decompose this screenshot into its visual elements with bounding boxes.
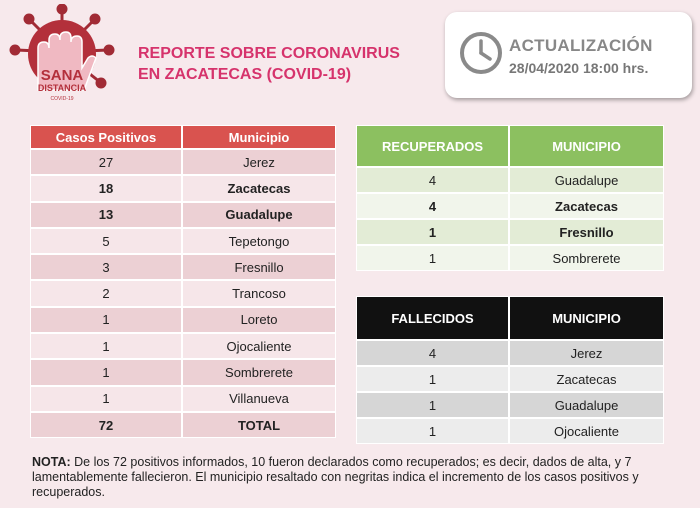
positivos-count-cell: 1 bbox=[30, 386, 182, 412]
recuperados-row bbox=[356, 193, 664, 219]
sana-distancia-logo bbox=[8, 4, 116, 108]
update-box bbox=[445, 12, 692, 98]
positivos-count-cell: 2 bbox=[30, 280, 182, 306]
positivos-municipio-cell: Villanueva bbox=[182, 386, 336, 412]
fallecidos-count-cell: 1 bbox=[356, 418, 509, 444]
positivos-row bbox=[30, 228, 336, 254]
fallecidos-header-row bbox=[356, 296, 664, 340]
footnote-text: De los 72 positivos informados, 10 fueron declarados como recuperados; es decir, dados de alta, y 7 lamentablemente fallecieron. El municipio resaltado con negritas indica el incremento de los casos positivos y recuperados. bbox=[32, 455, 639, 499]
recuperados-row bbox=[356, 219, 664, 245]
recuperados-count-cell: 1 bbox=[356, 219, 509, 245]
positivos-header-row bbox=[30, 125, 336, 149]
fallecidos-municipio-cell: Jerez bbox=[509, 340, 664, 366]
positivos-count-cell: 1 bbox=[30, 307, 182, 333]
logo-text-covid: COVID-19 bbox=[50, 96, 74, 102]
fallecidos-count-cell: 4 bbox=[356, 340, 509, 366]
positivos-table bbox=[30, 125, 336, 438]
positivos-municipio-cell: Jerez bbox=[182, 149, 336, 175]
positivos-row bbox=[30, 386, 336, 412]
positivos-municipio-cell: Fresnillo bbox=[182, 254, 336, 280]
report-title-line1: REPORTE SOBRE CORONAVIRUS bbox=[138, 45, 400, 62]
fallecidos-header-count: FALLECIDOS bbox=[356, 296, 509, 340]
positivos-count-cell: 13 bbox=[30, 202, 182, 228]
positivos-municipio-cell: TOTAL bbox=[182, 412, 336, 438]
positivos-municipio-cell: Trancoso bbox=[182, 280, 336, 306]
recuperados-header-row bbox=[356, 125, 664, 167]
clock-icon bbox=[457, 29, 505, 77]
update-datetime: 28/04/2020 18:00 hrs. bbox=[509, 60, 649, 76]
positivos-count-cell: 27 bbox=[30, 149, 182, 175]
positivos-municipio-cell: Zacatecas bbox=[182, 175, 336, 201]
recuperados-row bbox=[356, 245, 664, 271]
recuperados-municipio-cell: Fresnillo bbox=[509, 219, 664, 245]
recuperados-table bbox=[356, 125, 664, 271]
fallecidos-count-cell: 1 bbox=[356, 366, 509, 392]
recuperados-count-cell: 4 bbox=[356, 167, 509, 193]
positivos-row bbox=[30, 359, 336, 385]
recuperados-row bbox=[356, 167, 664, 193]
positivos-row bbox=[30, 202, 336, 228]
recuperados-header-municipio: MUNICIPIO bbox=[509, 125, 664, 167]
positivos-row bbox=[30, 412, 336, 438]
positivos-municipio-cell: Ojocaliente bbox=[182, 333, 336, 359]
positivos-header-municipio: Municipio bbox=[182, 125, 336, 149]
recuperados-count-cell: 4 bbox=[356, 193, 509, 219]
report-title bbox=[138, 43, 400, 85]
footnote-label: NOTA: bbox=[32, 455, 71, 469]
fallecidos-table bbox=[356, 296, 664, 444]
fallecidos-municipio-cell: Ojocaliente bbox=[509, 418, 664, 444]
update-label: ACTUALIZACIÓN bbox=[509, 36, 653, 55]
footnote bbox=[32, 455, 672, 500]
positivos-row bbox=[30, 333, 336, 359]
logo-text-sana: SANA bbox=[40, 67, 84, 84]
fallecidos-row bbox=[356, 392, 664, 418]
fallecidos-count-cell: 1 bbox=[356, 392, 509, 418]
logo-text-distancia: DISTANCIA bbox=[37, 83, 87, 93]
positivos-row bbox=[30, 175, 336, 201]
positivos-header-count: Casos Positivos bbox=[30, 125, 182, 149]
positivos-count-cell: 18 bbox=[30, 175, 182, 201]
recuperados-municipio-cell: Guadalupe bbox=[509, 167, 664, 193]
positivos-count-cell: 72 bbox=[30, 412, 182, 438]
positivos-count-cell: 5 bbox=[30, 228, 182, 254]
fallecidos-row bbox=[356, 340, 664, 366]
positivos-municipio-cell: Sombrerete bbox=[182, 359, 336, 385]
recuperados-count-cell: 1 bbox=[356, 245, 509, 271]
positivos-count-cell: 1 bbox=[30, 333, 182, 359]
fallecidos-municipio-cell: Zacatecas bbox=[509, 366, 664, 392]
positivos-municipio-cell: Guadalupe bbox=[182, 202, 336, 228]
positivos-row bbox=[30, 149, 336, 175]
positivos-municipio-cell: Loreto bbox=[182, 307, 336, 333]
fallecidos-row bbox=[356, 418, 664, 444]
fallecidos-municipio-cell: Guadalupe bbox=[509, 392, 664, 418]
positivos-row bbox=[30, 254, 336, 280]
recuperados-municipio-cell: Zacatecas bbox=[509, 193, 664, 219]
recuperados-header-count: RECUPERADOS bbox=[356, 125, 509, 167]
positivos-row bbox=[30, 307, 336, 333]
positivos-count-cell: 3 bbox=[30, 254, 182, 280]
recuperados-municipio-cell: Sombrerete bbox=[509, 245, 664, 271]
positivos-municipio-cell: Tepetongo bbox=[182, 228, 336, 254]
fallecidos-row bbox=[356, 366, 664, 392]
report-title-line2: EN ZACATECAS (COVID-19) bbox=[138, 66, 352, 83]
positivos-count-cell: 1 bbox=[30, 359, 182, 385]
positivos-row bbox=[30, 280, 336, 306]
fallecidos-header-municipio: MUNICIPIO bbox=[509, 296, 664, 340]
